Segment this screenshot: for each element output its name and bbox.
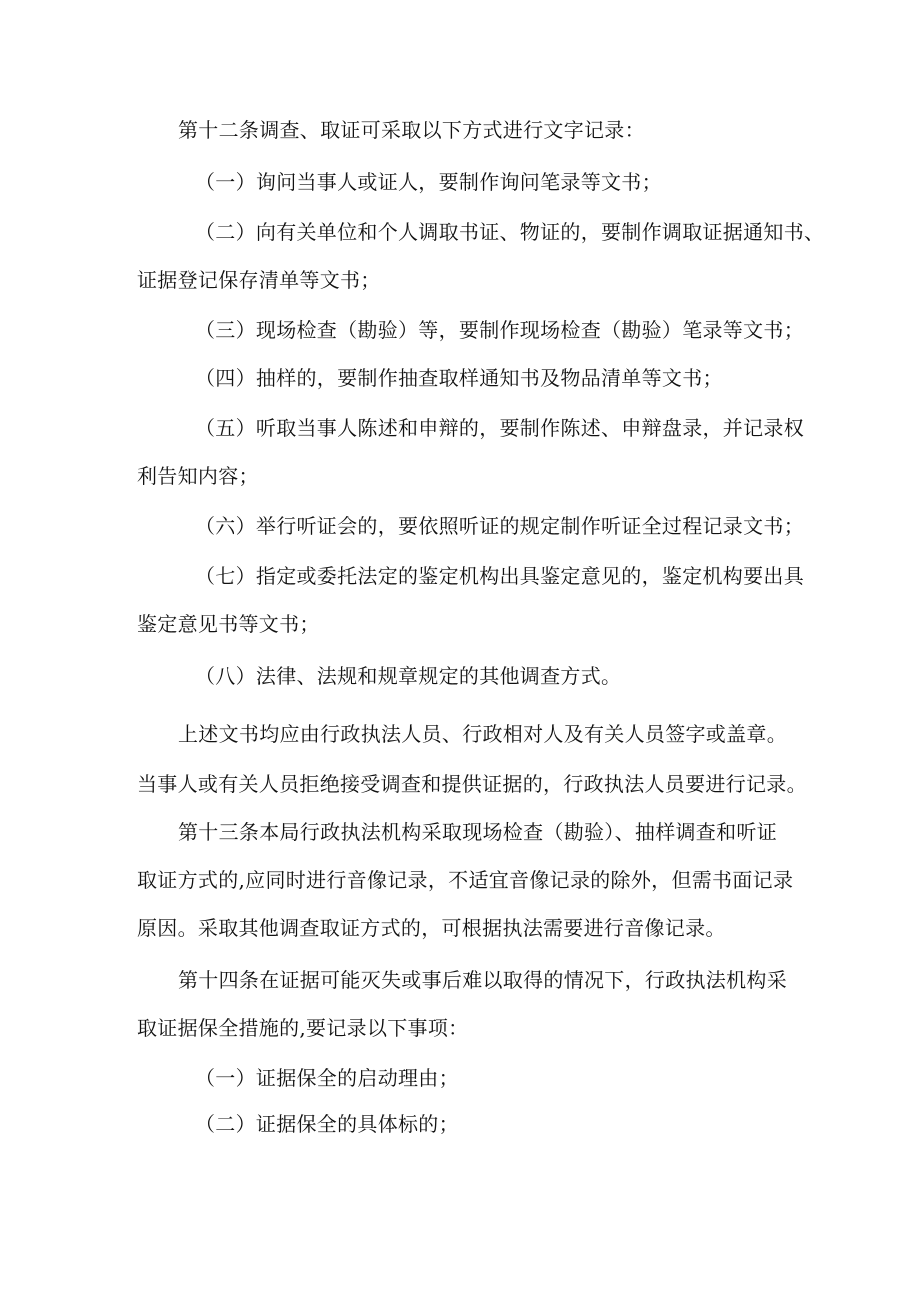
article-12-heading: 第十二条调查、取证可采取以下方式进行文字记录：	[178, 118, 645, 142]
article-12-item-2-cont: 证据登记保存清单等文书；	[137, 268, 381, 292]
article-12-item-7: （七）指定或委托法定的鉴定机构出具鉴定意见的，鉴定机构要出具	[195, 564, 804, 588]
article-12-item-6: （六）举行听证会的，要依照听证的规定制作听证全过程记录文书；	[195, 514, 804, 538]
article-12-item-1: （一）询问当事人或证人，要制作询问笔录等文书；	[195, 170, 662, 194]
article-12-item-8: （八）法律、法规和规章规定的其他调查方式。	[195, 664, 622, 688]
article-14-paragraph-cont: 取证据保全措施的,要记录以下事项：	[137, 1016, 469, 1040]
article-12-item-3: （三）现场检查（勘验）等，要制作现场检查（勘验）笔录等文书；	[195, 318, 804, 342]
article-14-paragraph: 第十四条在证据可能灭失或事后难以取得的情况下，行政执法机构采	[178, 968, 787, 992]
article-12-item-5: （五）听取当事人陈述和申辩的，要制作陈述、申辩盘录，并记录权	[195, 416, 804, 440]
article-12-item-5-cont: 利告知内容；	[137, 464, 259, 488]
signature-paragraph: 上述文书均应由行政执法人员、行政相对人及有关人员签字或盖章。	[178, 722, 787, 746]
article-14-item-1: （一）证据保全的启动理由；	[195, 1066, 459, 1090]
article-13-paragraph-cont-2: 原因。采取其他调查取证方式的，可根据执法需要进行音像记录。	[137, 916, 726, 940]
signature-paragraph-cont: 当事人或有关人员拒绝接受调查和提供证据的，行政执法人员要进行记录。	[137, 772, 807, 796]
article-12-item-7-cont: 鉴定意见书等文书；	[137, 612, 320, 636]
article-12-item-2: （二）向有关单位和个人调取书证、物证的，要制作调取证据通知书、	[195, 220, 825, 244]
article-14-item-2: （二）证据保全的具体标的；	[195, 1112, 459, 1136]
article-13-paragraph: 第十三条本局行政执法机构采取现场检查（勘验）、抽样调查和听证	[178, 820, 777, 844]
article-12-item-4: （四）抽样的，要制作抽查取样通知书及物品清单等文书；	[195, 366, 723, 390]
article-13-paragraph-cont-1: 取证方式的,应同时进行音像记录，不适宜音像记录的除外，但需书面记录	[137, 868, 794, 892]
